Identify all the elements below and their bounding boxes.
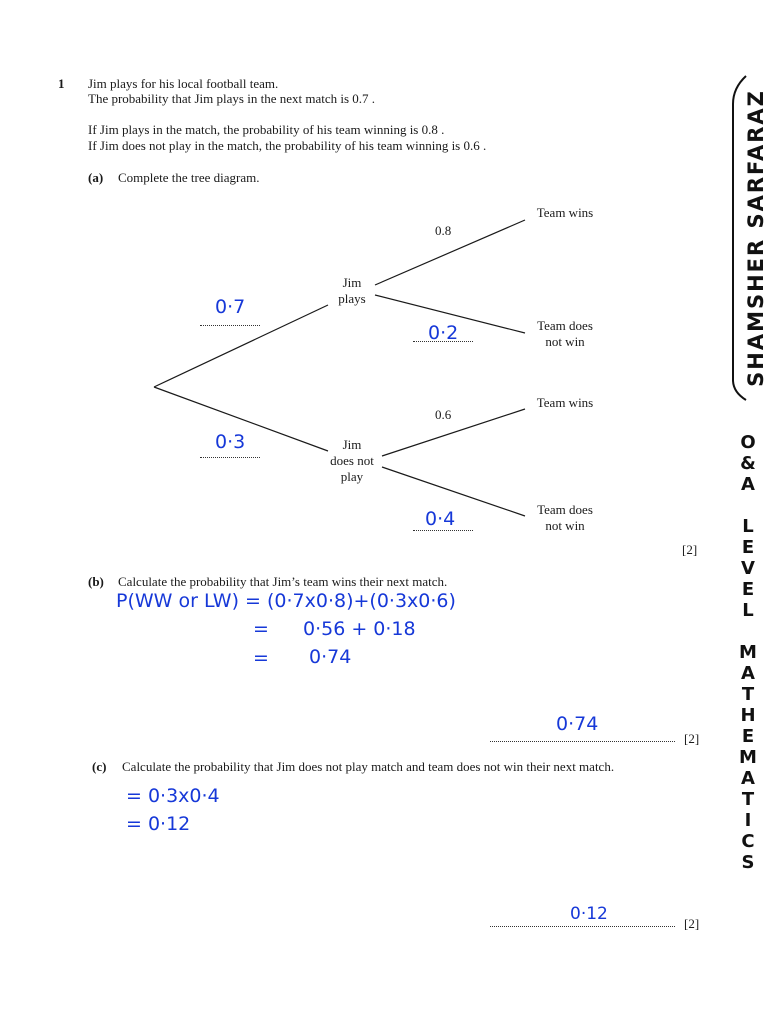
condition-line-2: If Jim does not play in the match, the probability of his team winning is 0.6 . [88, 138, 487, 153]
question-number: 1 [58, 76, 65, 91]
part-b-marks: [2] [684, 731, 700, 746]
prob-win-given-not-play: 0.6 [435, 407, 452, 422]
intro-line-1: Jim plays for his local football team. [88, 76, 279, 91]
answer-b: 0·74 [556, 713, 599, 735]
sidebar-subtitle-letter: T [741, 684, 755, 705]
part-c-marks: [2] [684, 916, 700, 931]
node-jim-plays-line2: plays [338, 291, 366, 306]
sidebar-subtitle-letter: O [740, 432, 756, 453]
sidebar-subtitle-letter: M [739, 642, 757, 663]
sidebar-subtitle-letter: A [741, 663, 755, 684]
sidebar-subtitle-letter: M [739, 747, 757, 768]
sidebar-subtitle [737, 432, 759, 873]
sidebar-subtitle-letter: I [744, 810, 752, 831]
sidebar-subtitle-letter: T [741, 789, 755, 810]
working-b-line2: 0·56 + 0·18 [303, 618, 416, 640]
sidebar-title: SHAMSHER SARFARAZ [744, 89, 768, 387]
working-b-eq2: = [253, 618, 269, 640]
working-c-line1: = 0·3x0·4 [126, 785, 220, 807]
answer-prob-lose-given-play: 0·2 [428, 322, 459, 344]
answer-prob-not-play: 0·3 [215, 431, 246, 453]
outcome-team-loses-1-line2: not win [545, 334, 585, 349]
prob-win-given-play: 0.8 [435, 223, 452, 238]
outcome-team-loses-1-line1: Team does [537, 318, 593, 333]
sidebar-subtitle-letter: H [740, 705, 756, 726]
part-c-text: Calculate the probability that Jim does not play match and team does not win their next match. [122, 759, 615, 774]
working-b-line3: 0·74 [309, 646, 352, 668]
part-a-marks: [2] [682, 542, 698, 557]
sidebar-subtitle-letter: C [741, 831, 755, 852]
sidebar-subtitle-gap [737, 495, 759, 516]
sidebar-subtitle-letter: A [741, 474, 755, 495]
sidebar-subtitle-gap [737, 621, 759, 642]
part-b-text: Calculate the probability that Jim’s team wins their next match. [118, 574, 448, 589]
sidebar-subtitle-letter: E [741, 579, 755, 600]
sidebar-subtitle-letter: E [741, 726, 755, 747]
sidebar-subtitle-letter: L [742, 516, 754, 537]
sidebar-subtitle-letter: & [740, 453, 756, 474]
answer-prob-lose-given-not-play: 0·4 [425, 508, 456, 530]
node-jim-plays-line1: Jim [342, 275, 362, 290]
working-b-eq3: = [253, 647, 269, 669]
outcome-team-loses-2-line1: Team does [537, 502, 593, 517]
part-b-label: (b) [88, 574, 104, 589]
outcome-team-loses-2-line2: not win [545, 518, 585, 533]
sidebar-subtitle-letter: V [741, 558, 755, 579]
outcome-team-wins-2: Team wins [536, 395, 594, 410]
working-c-line2: = 0·12 [126, 813, 191, 835]
condition-line-1: If Jim plays in the match, the probability of his team winning is 0.8 . [88, 122, 445, 137]
part-c-label: (c) [92, 759, 107, 774]
part-a-text: Complete the tree diagram. [118, 170, 260, 185]
node-jim-not-line3: play [340, 469, 364, 484]
sidebar-subtitle-letter: L [742, 600, 754, 621]
node-jim-not-line1: Jim [342, 437, 362, 452]
intro-line-2: The probability that Jim plays in the next match is 0.7 . [88, 91, 376, 106]
sidebar-subtitle-letter: S [741, 852, 755, 873]
answer-prob-plays: 0·7 [215, 296, 246, 318]
sidebar-subtitle-letter: E [741, 537, 755, 558]
working-b-line1: P(WW or LW) = (0·7x0·8)+(0·3x0·6) [116, 590, 456, 612]
answer-c: 0·12 [570, 904, 608, 924]
part-a-label: (a) [88, 170, 104, 185]
outcome-team-wins-1: Team wins [536, 205, 594, 220]
node-jim-not-line2: does not [330, 453, 374, 468]
sidebar-subtitle-letter: A [741, 768, 755, 789]
